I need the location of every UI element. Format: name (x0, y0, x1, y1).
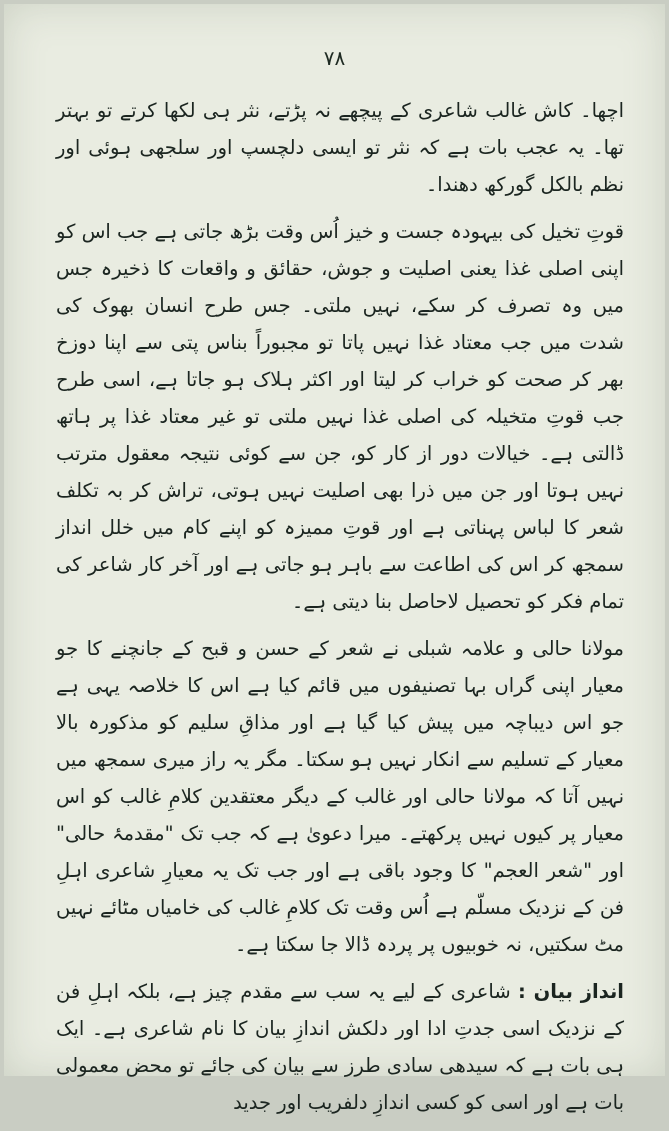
page-body (56, 92, 624, 1131)
paragraph-3: مولانا حالی و علامہ شبلی نے شعر کے حسن و قبح کے جانچنے کا جو معیار اپنی گراں بہا تصنیفوں میں قائم کیا ہے اس کا خلاصہ یہی ہے جو اس دیباچہ میں پیش کیا گیا ہے اور مذاقِ سلیم کو مذکورہ بالا معیار کے تسلیم سے انکار نہیں ہو سکتا۔ مگر یہ راز میری سمجھ میں نہیں آتا کہ مولانا حالی اور غالب کے دیگر معتقدین کلامِ غالب کو اس معیار پر کیوں نہیں پرکھتے۔ میرا دعویٰ ہے کہ جب تک "مقدمۂ حالی" اور "شعر العجم" کا وجود باقی ہے اور جب تک یہ معیارِ شاعری اہلِ فن کے نزدیک مسلّم ہے اُس وقت تک کلامِ غالب کی خامیاں مٹائے نہیں مٹ سکتیں، نہ خوبیوں پر پردہ ڈالا جا سکتا ہے۔ (56, 637, 624, 956)
paragraph-2: قوتِ تخیل کی بیہودہ جست و خیز اُس وقت بڑھ جاتی ہے جب اس کو اپنی اصلی غذا یعنی اصلیت و جوش، حقائق و واقعات کا ذخیرہ جس میں وہ تصرف کر سکے، نہیں ملتی۔ جس طرح انسان بھوک کی شدت میں جب معتاد غذا نہیں پاتا تو مجبوراً بناس پتی سے اپنا دوزخ بھر کر صحت کو خراب کر لیتا اور اکثر ہلاک ہو جاتا ہے، اسی طرح جب قوتِ متخیلہ کی اصلی غذا نہیں ملتی تو غیر معتاد غذا پر ہاتھ ڈالتی ہے۔ خیالات دور از کار کو، جن سے کوئی نتیجہ معقول مترتب نہیں ہوتا اور جن میں ذرا بھی اصلیت نہیں ہوتی، تراش کر بہ تکلف شعر کا لباس پہناتی ہے اور قوتِ ممیزہ کو اپنے کام میں خلل انداز سمجھ کر اس کی اطاعت سے باہر ہو جاتی ہے اور آخر کار شاعر کی تمام فکر کو تحصیل لاحاصل بنا دیتی ہے۔ (56, 220, 624, 613)
page-number: ۷۸ (323, 46, 346, 70)
paragraph-1: اچھا۔ کاش غالب شاعری کے پیچھے نہ پڑتے، نثر ہی لکھا کرتے تو بہتر تھا۔ یہ عجب بات ہے کہ نثر تو ایسی دلچسپ اور سلجھی ہوئی اور نظم بالکل گورکھ دھندا۔ (56, 99, 624, 196)
book-page (4, 4, 665, 1114)
paragraph-4-text: شاعری کے لیے یہ سب سے مقدم چیز ہے، بلکہ اہلِ فن کے نزدیک اسی جدتِ ادا اور دلکش اندازِ بیان کا نام شاعری ہے۔ ایک ہی بات ہے کہ سیدھی سادی طرز سے بیان کی جائے تو محض معمولی بات ہے اور اسی کو کسی اندازِ دلفریب اور جدید (55, 980, 624, 1114)
section-heading: انداز بیان : (517, 980, 624, 1003)
paragraph-4 (56, 973, 624, 1121)
